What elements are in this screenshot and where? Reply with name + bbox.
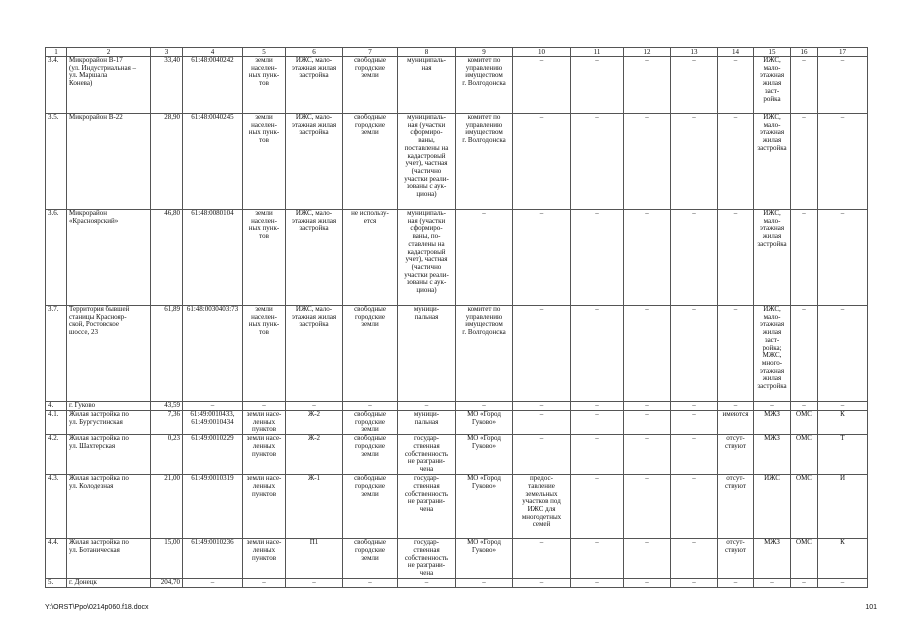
table-cell: Жилая застройка по ул. Ботаническая <box>67 539 151 579</box>
footer-file-path: Y:\ORST\Ppo\0214p060.f18.docx <box>45 604 149 611</box>
table-cell: 33,40 <box>151 57 183 114</box>
table-cell: 61:49:0010319 <box>183 475 243 539</box>
table-cell: – <box>671 306 718 402</box>
table-cell: К <box>818 411 868 435</box>
table-cell: муници- пальная <box>398 306 456 402</box>
table-cell: 5. <box>46 579 67 588</box>
table-cell: 28,90 <box>151 114 183 210</box>
table-cell: – <box>791 114 818 210</box>
table-cell: 43,59 <box>151 402 183 411</box>
table-row <box>46 539 868 579</box>
table-cell: – <box>571 114 624 210</box>
table-cell: 3.7. <box>46 306 67 402</box>
table-cell: 61:49:0010433, 61:49:0010434 <box>183 411 243 435</box>
table-cell: – <box>624 475 671 539</box>
table-cell: комитет по управлению имуществом г. Волгодонска <box>456 114 513 210</box>
table-cell: – <box>513 435 571 475</box>
table-cell: – <box>671 57 718 114</box>
table-cell: – <box>398 579 456 588</box>
header-cell: 15 <box>754 48 791 57</box>
table-cell: – <box>818 114 868 210</box>
table-cell: Т <box>818 435 868 475</box>
table-cell: МЖЗ <box>754 411 791 435</box>
table-cell: отсут- ствуют <box>718 475 754 539</box>
table-cell: – <box>718 57 754 114</box>
table-cell: ИЖС, мало- этажная жилая застройка <box>286 114 343 210</box>
table-cell: МЖЗ <box>754 539 791 579</box>
table-cell: – <box>286 579 343 588</box>
table-cell: – <box>286 402 343 411</box>
table-cell: – <box>718 306 754 402</box>
table-cell: – <box>624 411 671 435</box>
table-cell: 4.4. <box>46 539 67 579</box>
table-cell: – <box>671 475 718 539</box>
table-row <box>46 306 868 402</box>
table-cell: К <box>818 539 868 579</box>
table-cell: – <box>624 306 671 402</box>
header-row <box>46 48 868 57</box>
table-cell: муници- пальная <box>398 411 456 435</box>
header-cell: 7 <box>343 48 398 57</box>
header-cell: 16 <box>791 48 818 57</box>
table-cell: – <box>183 579 243 588</box>
page-number: 101 <box>865 604 877 611</box>
table-cell: 3.4. <box>46 57 67 114</box>
table-cell: Микрорайон В-17 (ул. Индустриальная – ул. Маршала Конева) <box>67 57 151 114</box>
table-cell: – <box>571 57 624 114</box>
table-cell: земли населен- ных пунк- тов <box>243 57 286 114</box>
header-cell: 3 <box>151 48 183 57</box>
table-cell: земли насе- ленных пунктов <box>243 435 286 475</box>
table-cell: – <box>571 402 624 411</box>
table-cell: – <box>343 402 398 411</box>
header-cell: 9 <box>456 48 513 57</box>
table-cell: Жилая застройка по ул. Бургустинская <box>67 411 151 435</box>
table-cell: – <box>513 402 571 411</box>
table-cell: земли населен- ных пунк- тов <box>243 306 286 402</box>
table-cell: – <box>791 579 818 588</box>
header-cell: 12 <box>624 48 671 57</box>
table-cell: – <box>818 579 868 588</box>
table-cell: ОМС <box>791 411 818 435</box>
table-cell: 3.5. <box>46 114 67 210</box>
table-cell: – <box>571 306 624 402</box>
table-cell: – <box>624 114 671 210</box>
table-cell: – <box>513 57 571 114</box>
table-cell: земли насе- ленных пунктов <box>243 539 286 579</box>
table-cell: Территория бывшей станицы Краснояр- ской, Ростовское шоссе, 23 <box>67 306 151 402</box>
table-cell: 61:48:0030403:73 <box>183 306 243 402</box>
table-cell: 61:48:0080104 <box>183 210 243 306</box>
table-cell: – <box>671 114 718 210</box>
table-cell: свободные городские земли <box>343 475 398 539</box>
table-cell: Ж-2 <box>286 411 343 435</box>
table-cell: 61:48:0040245 <box>183 114 243 210</box>
table-cell: – <box>754 402 791 411</box>
table-cell: – <box>718 402 754 411</box>
table-cell: – <box>818 210 868 306</box>
table-cell: отсут- ствуют <box>718 539 754 579</box>
table-cell: – <box>671 411 718 435</box>
table-cell: г. Донецк <box>67 579 151 588</box>
table-cell: ИЖС, мало- этажная жилая застройка <box>286 210 343 306</box>
table-cell: – <box>624 435 671 475</box>
header-cell: 6 <box>286 48 343 57</box>
table-cell: – <box>671 579 718 588</box>
table-cell: Микрорайон В-22 <box>67 114 151 210</box>
table-row <box>46 579 868 588</box>
table-cell: 0,23 <box>151 435 183 475</box>
table-cell: Жилая застройка по ул. Колодезная <box>67 475 151 539</box>
table-row <box>46 475 868 539</box>
table-cell: МО «Город Гуково» <box>456 475 513 539</box>
table-cell: – <box>671 435 718 475</box>
table-cell: Микрорайон «Красноярский» <box>67 210 151 306</box>
table-cell: – <box>754 579 791 588</box>
table-cell: – <box>571 475 624 539</box>
table-cell: земли насе- ленных пунктов <box>243 411 286 435</box>
table-cell: свободные городские земли <box>343 114 398 210</box>
table-cell: – <box>456 579 513 588</box>
table-cell: П1 <box>286 539 343 579</box>
table-cell: ИЖС, мало- этажная жилая застройка <box>754 210 791 306</box>
table-cell: свободные городские земли <box>343 539 398 579</box>
table-cell: – <box>513 539 571 579</box>
table-cell: имеются <box>718 411 754 435</box>
table-cell: свободные городские земли <box>343 57 398 114</box>
table-cell: – <box>456 210 513 306</box>
header-cell: 2 <box>67 48 151 57</box>
land-plots-table <box>45 47 868 588</box>
table-cell: Ж-2 <box>286 435 343 475</box>
table-cell: 204,70 <box>151 579 183 588</box>
table-cell: – <box>718 579 754 588</box>
table-cell: муниципаль- ная <box>398 57 456 114</box>
table-cell: г. Гуково <box>67 402 151 411</box>
table-cell: 7,36 <box>151 411 183 435</box>
table-cell: ОМС <box>791 475 818 539</box>
table-cell: 4.2. <box>46 435 67 475</box>
table-cell: государ- ственная собственность не разграни- чена <box>398 539 456 579</box>
table-cell: свободные городские земли <box>343 411 398 435</box>
table-cell: муниципаль- ная (участки сформиро- ваны, поставлены на кадастровый учет), частная (частично участки реали- зованы с аук- циона) <box>398 114 456 210</box>
table-cell: ИЖС, мало- этажная жилая заст- ройка <box>754 57 791 114</box>
table-cell: – <box>624 402 671 411</box>
table-cell: – <box>624 210 671 306</box>
table-cell: – <box>791 402 818 411</box>
table-cell: – <box>718 210 754 306</box>
header-cell: 11 <box>571 48 624 57</box>
header-cell: 14 <box>718 48 754 57</box>
table-cell: не использу- ется <box>343 210 398 306</box>
table-row <box>46 411 868 435</box>
table-cell: – <box>571 539 624 579</box>
table-cell: земли насе- ленных пунктов <box>243 475 286 539</box>
table-row <box>46 435 868 475</box>
table-cell: – <box>718 114 754 210</box>
header-cell: 8 <box>398 48 456 57</box>
table-cell: – <box>671 210 718 306</box>
table-cell: ИЖС, мало- этажная жилая заст- ройка; МЖС, много- этажная жилая застройка <box>754 306 791 402</box>
table-cell: – <box>571 435 624 475</box>
header-cell: 1 <box>46 48 67 57</box>
table-cell: – <box>513 579 571 588</box>
table-cell: – <box>791 210 818 306</box>
table-cell: – <box>513 306 571 402</box>
table-cell: – <box>571 411 624 435</box>
table-cell: МЖЗ <box>754 435 791 475</box>
table-cell: комитет по управлению имуществом г. Волгодонска <box>456 57 513 114</box>
table-cell: 61:49:0010236 <box>183 539 243 579</box>
data-table <box>45 47 867 588</box>
table-cell: земли населен- ных пунк- тов <box>243 210 286 306</box>
header-cell: 10 <box>513 48 571 57</box>
table-cell: – <box>818 306 868 402</box>
table-cell: МО «Город Гуково» <box>456 435 513 475</box>
table-cell: – <box>571 210 624 306</box>
table-cell: 61,89 <box>151 306 183 402</box>
table-cell: отсут- ствуют <box>718 435 754 475</box>
table-cell: И <box>818 475 868 539</box>
table-cell: 4.1. <box>46 411 67 435</box>
table-cell: 15,00 <box>151 539 183 579</box>
table-cell: – <box>243 402 286 411</box>
table-cell: – <box>818 57 868 114</box>
table-cell: ИЖС, мало- этажная жилая застройка <box>754 114 791 210</box>
table-cell: – <box>624 57 671 114</box>
header-cell: 13 <box>671 48 718 57</box>
table-cell: – <box>343 579 398 588</box>
table-cell: земли населен- ных пунк- тов <box>243 114 286 210</box>
header-cell: 17 <box>818 48 868 57</box>
table-cell: – <box>513 210 571 306</box>
table-cell: ИЖС, мало- этажная жилая застройка <box>286 306 343 402</box>
table-cell: ИЖС, мало- этажная жилая застройка <box>286 57 343 114</box>
table-cell: муниципаль- ная (участки сформиро- ваны, по- ставлены на кадастровый учет), частная (частично участки реали- зованы с аук- циона) <box>398 210 456 306</box>
table-cell: 46,80 <box>151 210 183 306</box>
header-cell: 5 <box>243 48 286 57</box>
table-cell: 4.3. <box>46 475 67 539</box>
header-cell: 4 <box>183 48 243 57</box>
table-cell: – <box>456 402 513 411</box>
table-cell: – <box>624 579 671 588</box>
table-cell: – <box>513 411 571 435</box>
table-row <box>46 57 868 114</box>
table-cell: ОМС <box>791 435 818 475</box>
table-cell: МО «Город Гуково» <box>456 411 513 435</box>
table-cell: свободные городские земли <box>343 306 398 402</box>
table-row <box>46 402 868 411</box>
table-cell: Жилая застройка по ул. Шахтерская <box>67 435 151 475</box>
table-cell: 3.6. <box>46 210 67 306</box>
table-cell: – <box>791 57 818 114</box>
table-cell: 61:48:0040242 <box>183 57 243 114</box>
table-cell: 4. <box>46 402 67 411</box>
table-cell: ИЖС <box>754 475 791 539</box>
table-cell: Ж-1 <box>286 475 343 539</box>
table-cell: – <box>671 539 718 579</box>
table-row <box>46 114 868 210</box>
table-cell: – <box>243 579 286 588</box>
table-row <box>46 210 868 306</box>
table-cell: предос- тавление земельных участков под ИЖС для многодетных семей <box>513 475 571 539</box>
table-cell: государ- ственная собственность не разграни- чена <box>398 435 456 475</box>
table-cell: – <box>513 114 571 210</box>
table-cell: – <box>791 306 818 402</box>
table-cell: комитет по управлению имуществом г. Волгодонска <box>456 306 513 402</box>
table-cell: свободные городские земли <box>343 435 398 475</box>
table-cell: – <box>571 579 624 588</box>
table-cell: – <box>624 539 671 579</box>
table-cell: – <box>671 402 718 411</box>
table-cell: – <box>183 402 243 411</box>
table-cell: МО «Город Гуково» <box>456 539 513 579</box>
table-cell: государ- ственная собственность не разграни- чена <box>398 475 456 539</box>
table-cell: ОМС <box>791 539 818 579</box>
table-cell: 21,00 <box>151 475 183 539</box>
table-cell: – <box>818 402 868 411</box>
table-cell: – <box>398 402 456 411</box>
table-cell: 61:49:0010229 <box>183 435 243 475</box>
